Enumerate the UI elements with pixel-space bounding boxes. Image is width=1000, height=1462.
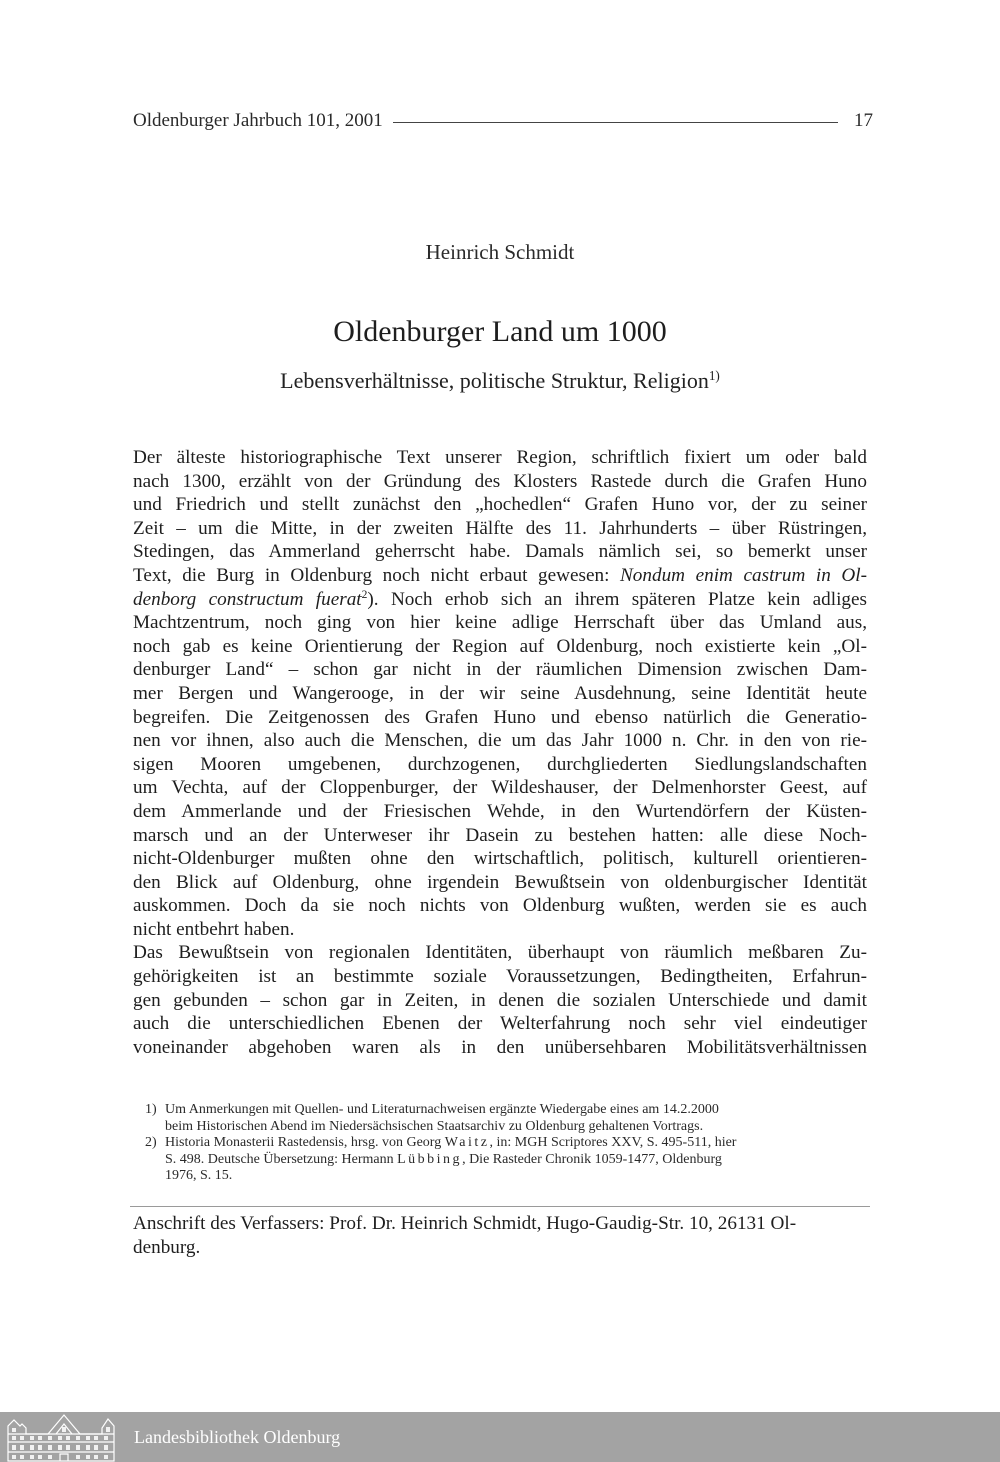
body-line: nen vor ihnen, also auch die Menschen, die um das Jahr 1000 n. Chr. in den von rie- [133,730,867,752]
body-line: und Friedrich und stellt zunächst den „hochedlen“ Grafen Huno vor, der zu seiner [133,494,867,516]
footnote-number: 2) [145,1135,157,1151]
footnote-line: 1976, S. 15. [165,1168,233,1184]
footnote-line: beim Historischen Abend im Niedersächsischen Staatsarchiv zu Oldenburg gehaltenen Vortrags. [165,1118,704,1134]
article-title: Oldenburger Land um 1000 [333,315,667,348]
latin-quote: denborg constructum fuerat [133,588,362,610]
footnote-line: Um Anmerkungen mit Quellen- und Literaturnachweisen ergänzte Wiedergabe eines am 14.2.2000 [165,1102,719,1117]
cited-author: Lübbing [397,1151,463,1167]
body-line: sigen Mooren umgebenen, durchzogenen, durchgliederten Siedlungslandschaften [133,753,867,775]
library-footer [0,1412,1000,1462]
footnote-2 [145,1135,867,1185]
body-line-plain: Text, die Burg in Oldenburg noch nicht erbaut gewesen: [133,564,620,586]
footnote-text [165,1102,867,1135]
body-line: gen gebunden – schon gar in Zeiten, in denen die sozialen Unterschiede und damit [133,989,867,1011]
body-line: voneinander abgehoben waren als in den unübersehbaren Mobilitätsverhältnissen [133,1036,867,1058]
footnote-line [165,1152,867,1169]
address-line: Anschrift des Verfassers: Prof. Dr. Heinrich Schmidt, Hugo-Gaudig-Str. 10, 26131 Ol- [133,1213,797,1234]
body-line [133,588,867,612]
footnote-1 [145,1102,867,1135]
library-building-icon [4,1412,124,1462]
library-name: Landesbibliothek Oldenburg [134,1426,341,1447]
address-line: denburg. [133,1237,201,1258]
page-number: 17 [854,110,873,131]
header-rule [393,122,838,123]
footnote-ref-1[interactable]: 1) [708,368,720,384]
body-line: marsch und an der Unterweser ihr Dasein zu bestehen hatten: alle diese Noch- [133,824,867,846]
body-line-plain: ). Noch erhob sich an ihrem späteren Platze kein adliges [367,588,867,610]
footnote-text [165,1135,867,1185]
body-line [133,564,867,588]
body-line: Machtzentrum, noch ging von hier keine adlige Herrschaft über das Umland aus, [133,612,867,634]
fn-text-segment: Historia Monasterii Rastedensis, hrsg. von Georg [165,1135,445,1151]
article-author: Heinrich Schmidt [425,240,575,264]
journal-title: Oldenburger Jahrbuch 101, 2001 [133,110,383,131]
body-line: Stedingen, das Ammerland geherrscht habe. Damals nämlich sei, so bemerkt unser [133,541,867,563]
body-line: dem Ammerlande und der Friesischen Wehde, in den Wurtendörfern der Küsten- [133,800,867,822]
footnote-number: 1) [145,1102,157,1117]
body-line: nicht-Oldenburger mußten ohne den wirtschaftlich, politisch, kulturell orientieren- [133,848,867,870]
body-line: Zeit – um die Mitte, in der zweiten Hälfte des 11. Jahrhunderts – über Rüstringen, [133,517,867,539]
fn-text-segment: S. 498. Deutsche Übersetzung: Hermann [165,1151,398,1167]
footnote-ref-2[interactable]: 2 [361,588,368,601]
body-line: den Blick auf Oldenburg, ohne irgendein Bewußtsein von oldenburgischer Identität [133,871,867,893]
body-line: begreifen. Die Zeitgenossen des Grafen Huno und ebenso natürlich die Generatio- [133,706,867,728]
body-line: noch gab es keine Orientierung der Region auf Oldenburg, noch existierte kein „Ol- [133,635,867,657]
latin-quote: Nondum enim castrum in Ol- [620,564,867,586]
footnote-line [165,1135,867,1152]
article-subtitle [0,368,1000,394]
body-line: mer Bergen und Wangerooge, in der wir seine Ausdehnung, seine Identität heute [133,682,867,704]
body-line: Der älteste historiographische Text unserer Region, schriftlich fixiert um oder bald [133,447,867,468]
body-line: gehörigkeiten ist an bestimmte soziale Voraussetzungen, Bedingtheiten, Erfahrun- [133,966,867,988]
author-address [133,1212,867,1260]
cited-author: Waitz [444,1135,490,1151]
fn-text-segment: , Die Rasteder Chronik 1059-1477, Oldenburg [462,1151,722,1167]
subtitle-text: Lebensverhältnisse, politische Struktur, Religion [280,368,709,393]
body-line: nach 1300, erzählt von der Gründung des Klosters Rastede durch die Grafen Huno [133,470,867,492]
body-line: auskommen. Doch da sie noch nichts von Oldenburg wußten, werden sie es auch [133,895,867,917]
body-text [133,446,867,1059]
body-line: denburger Land“ – schon gar nicht in der räumlichen Dimension zwischen Dam- [133,659,867,681]
footnotes [145,1102,867,1185]
body-line: auch die unterschiedlichen Ebenen der Welterfahrung noch sehr viel eindeutiger [133,1013,867,1035]
body-line: nicht entbehrt haben. [133,918,295,940]
address-divider [130,1206,870,1207]
fn-text-segment: , in: MGH Scriptores XXV, S. 495-511, hier [489,1135,737,1151]
body-line: um Vechta, auf der Cloppenburger, der Wildeshauser, der Delmenhorster Geest, auf [133,777,867,799]
running-head [133,108,873,134]
body-line: Das Bewußtsein von regionalen Identitäten, überhaupt von räumlich meßbaren Zu- [133,942,867,964]
